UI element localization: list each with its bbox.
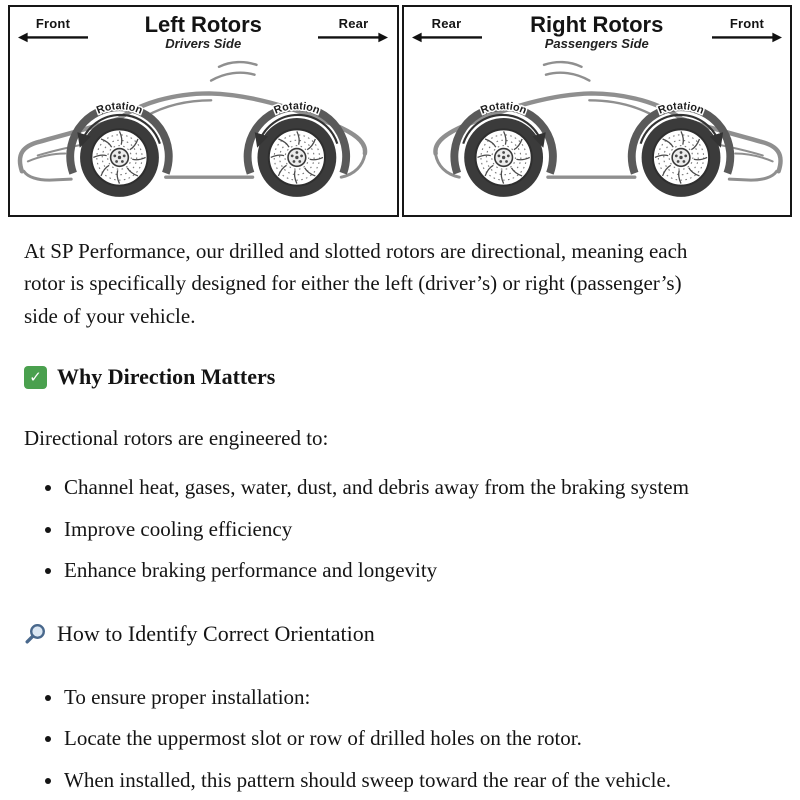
rear-direction-label [318,16,388,43]
panel-title: Left Rotors [144,12,262,37]
rotor-direction-diagram [8,5,792,217]
car-illustration-right [410,53,785,215]
right-rotors-panel [402,5,793,217]
left-panel-header [16,11,391,51]
right-panel-title-block [530,13,663,51]
left-panel-title-block [145,13,262,51]
identify-orientation-list [24,681,706,797]
front-label: Front [35,16,71,31]
magnifier-icon [24,622,48,646]
rotation-label: Rotation [478,100,528,117]
right-arrow-icon [318,31,388,43]
why-direction-matters-list [24,471,706,587]
rear-direction-label [412,16,482,43]
section-heading-text: How to Identify Correct Orientation [57,620,375,646]
bullet-item: • When installed, this pattern should sweep toward the rear of the vehicle. [64,764,706,797]
panel-subtitle: Drivers Side [165,36,242,52]
left-rotors-panel [8,5,399,217]
front-label: Front [729,16,765,31]
left-arrow-icon [18,31,88,43]
rotation-label: Rotation [94,100,145,117]
left-arrow-icon [412,31,482,43]
rotation-label: Rotation [272,100,322,117]
panel-subtitle: Passengers Side [544,36,649,52]
check-icon: ✓ [24,366,47,389]
rotor-wheel-icon [70,107,169,197]
bullet-item: • To ensure proper installation: [64,681,706,714]
intro-paragraph: At SP Performance, our drilled and slotted rotors are directional, meaning each rotor is specifically designed for either the left (driver’s) or right (passenger’s) side of your vehicle. [24,238,688,328]
rear-label: Rear [338,16,369,31]
bullet-item: • Channel heat, gases, water, dust, and debris away from the braking system [64,471,706,504]
front-direction-label [18,16,88,43]
front-direction-label [712,16,782,43]
rotor-wheel-icon [248,107,347,197]
section-heading-text: Why Direction Matters [57,364,276,390]
bullet-item: • Locate the uppermost slot or row of drilled holes on the rotor. [64,722,706,755]
bullet-item: • Enhance braking performance and longevity [64,554,706,587]
rotor-wheel-icon [454,107,553,197]
rotation-label: Rotation [655,100,706,117]
article [8,217,792,797]
rear-label: Rear [431,16,462,31]
bullet-item: • Improve cooling efficiency [64,513,706,546]
panel-title: Right Rotors [530,12,664,37]
right-arrow-icon [712,31,782,43]
right-panel-header [410,11,785,51]
lead-paragraph: Directional rotors are engineered to: [24,426,329,451]
rotor-wheel-icon [631,107,730,197]
section-heading-identify-orientation [24,617,706,651]
section-heading-why-direction-matters [24,360,706,394]
car-illustration-left [16,53,391,215]
